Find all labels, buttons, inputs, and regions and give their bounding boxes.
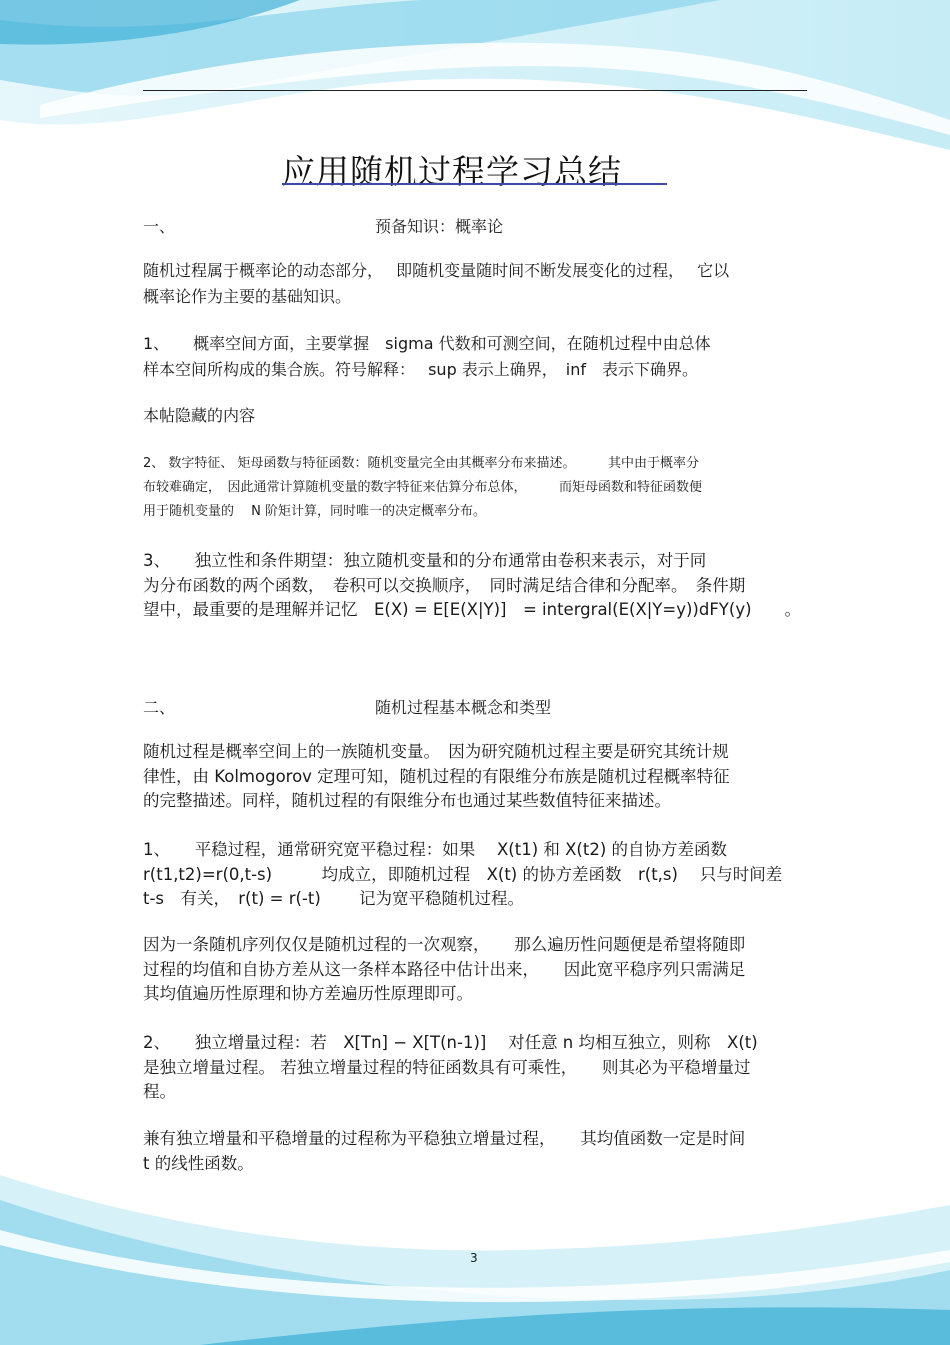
text-line: 用于随机变量的 N 阶矩计算，同时唯一的决定概率分布。 [143,504,486,519]
title-underline [282,183,667,185]
text-line: 1、 平稳过程，通常研究宽平稳过程：如果 X(t1) 和 X(t2) 的自协方差函数 [143,840,728,859]
text-line: 随机过程属于概率论的动态部分， 即随机变量随时间不断发展变化的过程， 它以 [143,261,730,280]
document-title: 应用随机过程学习总结 [282,152,622,191]
section-title: 随机过程基本概念和类型 [375,698,552,717]
text-line: 3、 独立性和条件期望：独立随机变量和的分布通常由卷积来表示，对于同 [143,551,707,570]
text-line: 望中，最重要的是理解并记忆 E(X) = E[E(X|Y)] = intergral(E(X|Y=y))dFY(y) 。 [143,600,802,619]
text-line: 为分布函数的两个函数， 卷积可以交换顺序， 同时满足结合律和分配率。 条件期 [143,575,746,595]
text-line: 样本空间所构成的集合族。符号解释： sup 表示上确界， inf 表示下确界。 [143,360,699,379]
text-line: 的完整描述。同样，随机过程的有限维分布也通过某些数值特征来描述。 [143,791,671,810]
text-line: 程。 [143,1082,176,1101]
paragraph-s2-ergodic [143,933,807,1007]
text-line: 本帖隐藏的内容 [143,406,256,425]
header-rule [143,90,807,91]
paragraph-s1-intro [143,258,807,310]
paragraph-s1-item3 [143,549,807,623]
text-line: t-s 有关， r(t) = r(-t) 记为宽平稳随机过程。 [143,889,525,908]
text-line: 布较难确定， 因此通常计算随机变量的数字特征来估算分布总体， 而矩母函数和特征函数便 [143,480,703,495]
page-number: 3 [470,1251,478,1265]
text-line: 2、 独立增量过程：若 X[Tn] − X[T(n-1)] 对任意 n 均相互独立，则称 X(t) [143,1033,758,1052]
text-line: 过程的均值和自协方差从这一条样本路径中估计出来， 因此宽平稳序列只需满足 [143,959,746,979]
text-line: 律性，由 Kolmogorov 定理可知，随机过程的有限维分布族是随机过程概率特征 [143,766,730,786]
text-line: 兼有独立增量和平稳增量的过程称为平稳独立增量过程， 其均值函数一定是时间 [143,1129,746,1148]
text-line: 因为一条随机序列仅仅是随机过程的一次观察， 那么遍历性问题便是希望将随即 [143,935,746,954]
text-line: 随机过程是概率空间上的一族随机变量。 因为研究随机过程主要是研究其统计规 [143,742,729,761]
section-title: 预备知识：概率论 [375,217,504,236]
paragraph-s2-item2 [143,1031,807,1105]
text-line: t 的线性函数。 [143,1153,254,1173]
text-line: 1、 概率空间方面，主要掌握 sigma 代数和可测空间，在随机过程中由总体 [143,334,711,353]
text-line: r(t1,t2)=r(0,t-s) 均成立，即随机过程 X(t) 的协方差函数 r(t,s) 只与时间差 [143,864,783,884]
section-number: 二、 [143,698,176,717]
paragraph-s2-intro [143,740,807,814]
paragraph-s1-item1 [143,331,807,383]
text-line: 是独立增量过程。 若独立增量过程的特征函数具有可乘性， 则其必为平稳增量过 [143,1057,751,1077]
text-line: 2、 数字特征、 矩母函数与特征函数：随机变量完全由其概率分布来描述。 其中由于概率分 [143,456,700,471]
paragraph-s1-item2 [143,452,807,524]
paragraph-s2-final [143,1127,807,1176]
paragraph-s1-hidden [143,403,807,429]
text-line: 其均值遍历性原理和协方差遍历性原理即可。 [143,984,473,1003]
text-line: 概率论作为主要的基础知识。 [143,287,352,306]
section-number: 一、 [143,217,176,236]
paragraph-s2-item1 [143,838,807,912]
